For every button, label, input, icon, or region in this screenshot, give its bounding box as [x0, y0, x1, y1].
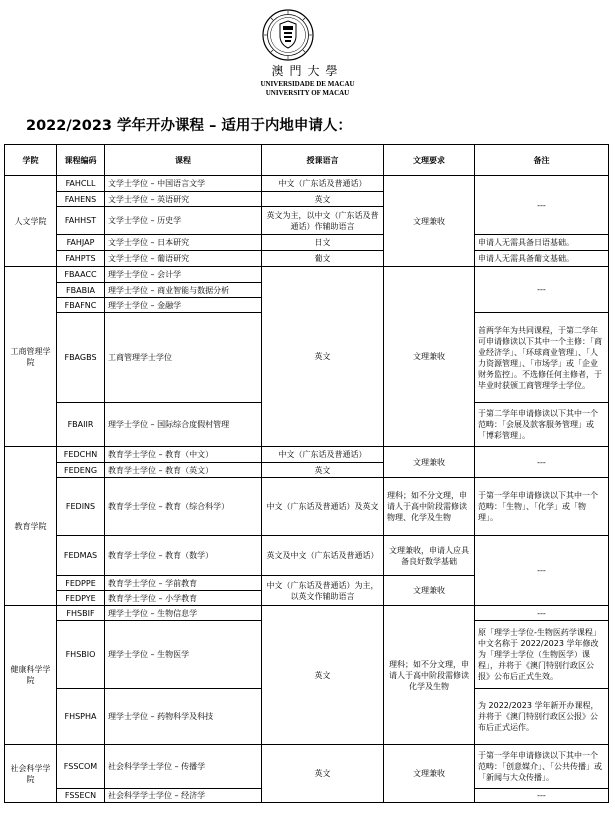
course-name: 文学士学位 – 日本研究: [105, 235, 262, 251]
requirement-cell: 文理兼收: [384, 176, 475, 267]
university-name-chinese: 澳門大學: [271, 64, 344, 78]
course-name: 教育学士学位 – 教育（综合科学）: [105, 478, 262, 536]
course-name: 理学士学位 – 国际综合度假村管理: [105, 403, 262, 447]
column-header-code: 课程编码: [57, 145, 105, 176]
course-name: 文学士学位 – 历史学: [105, 207, 262, 235]
table-row: [5, 251, 609, 267]
course-code: FSSCOM: [57, 745, 105, 789]
course-code: FSSECN: [57, 789, 105, 803]
remark-cell: ---: [475, 176, 609, 235]
course-code: FAHJAP: [57, 235, 105, 251]
course-code: FEDPPE: [57, 576, 105, 591]
faculty-cell: 人文学院: [5, 176, 57, 267]
course-code: FHSBIF: [57, 606, 105, 621]
table-row: [5, 478, 609, 536]
table-row: [5, 267, 609, 283]
faculty-cell: 健康科学学院: [5, 606, 57, 745]
course-name: 教育学士学位 – 教育（中文）: [105, 447, 262, 463]
faculty-cell: 工商管理学院: [5, 267, 57, 447]
faculty-cell: 社会科学学院: [5, 745, 57, 803]
course-name: 工商管理学士学位: [105, 313, 262, 403]
course-name: 社会科学学士学位 – 传播学: [105, 745, 262, 789]
remark-cell: ---: [475, 267, 609, 313]
course-name: 理学士学位 – 商业智能与数据分析: [105, 283, 262, 298]
course-code: FEDMAS: [57, 536, 105, 576]
requirement-cell: 理科；如不分文理，申请人于高中阶段需修读物理、化学及生物: [384, 478, 475, 536]
table-row: [5, 176, 609, 192]
course-code: FAHCLL: [57, 176, 105, 192]
course-code: FAHPTS: [57, 251, 105, 267]
course-code: FAHENS: [57, 192, 105, 207]
language-cell: 英文为主，以中文（广东话及普通话）作辅助语言: [262, 207, 384, 235]
column-header-course: 课程: [105, 145, 262, 176]
table-row: [5, 536, 609, 576]
remark-cell: ---: [475, 789, 609, 803]
course-code: FAHHST: [57, 207, 105, 235]
remark-cell: ---: [475, 536, 609, 606]
course-code: FEDPYE: [57, 591, 105, 606]
table-row: [5, 235, 609, 251]
university-name-portuguese: UNIVERSIDADE DE MACAU: [260, 80, 355, 88]
table-header-row: [5, 145, 609, 176]
remark-cell: 于第一学年申请修读以下其中一个范畴：「生物」、「化学」或「物理」。: [475, 478, 609, 536]
remark-cell: 首两学年为共同课程，于第二学年可申请修读以下其中一个主修：「商业经济学」、「环球商业管理」、「人力资源管理」、「市场学」或「企业财务监控」。不选修任何主修者，于毕业时获颁工商管理学士学位。: [475, 313, 609, 403]
language-cell: 英文: [262, 745, 384, 803]
table-row: [5, 745, 609, 789]
table-row: [5, 606, 609, 621]
course-code: FBAFNC: [57, 298, 105, 313]
course-name: 理学士学位 – 生物医学: [105, 621, 262, 689]
column-header-language: 授课语言: [262, 145, 384, 176]
language-cell: 中文（广东话及普通话）及英文: [262, 478, 384, 536]
column-header-remarks: 备注: [475, 145, 609, 176]
course-code: FHSBIO: [57, 621, 105, 689]
remark-cell: ---: [475, 447, 609, 478]
remark-cell: 申请人无需具备葡文基础。: [475, 251, 609, 267]
column-header-requirement: 文理要求: [384, 145, 475, 176]
course-name: 教育学士学位 – 小学教育: [105, 591, 262, 606]
faculty-cell: 教育学院: [5, 447, 57, 606]
course-name: 社会科学学士学位 – 经济学: [105, 789, 262, 803]
course-code: FBAACC: [57, 267, 105, 283]
language-cell: 英文: [262, 192, 384, 207]
language-cell: 英文: [262, 463, 384, 478]
table-row: [5, 447, 609, 463]
language-cell: 中文（广东话及普通话）: [262, 176, 384, 192]
course-name: 理学士学位 – 药物科学及科技: [105, 689, 262, 745]
language-cell: 英文: [262, 267, 384, 447]
course-code: FEDINS: [57, 478, 105, 536]
course-name: 理学士学位 – 会计学: [105, 267, 262, 283]
language-cell: 中文（广东话及普通话）: [262, 447, 384, 463]
course-code: FHSPHA: [57, 689, 105, 745]
course-name: 教育学士学位 – 教育（英文）: [105, 463, 262, 478]
column-header-faculty: 学院: [5, 145, 57, 176]
requirement-cell: 文理兼收: [384, 576, 475, 606]
university-name-english: UNIVERSITY OF MACAU: [265, 89, 350, 97]
remark-cell: ---: [475, 606, 609, 621]
requirement-cell: 文理兼收: [384, 267, 475, 447]
requirement-cell: 文理兼收: [384, 745, 475, 803]
course-name: 文学士学位 – 葡语研究: [105, 251, 262, 267]
course-name: 理学士学位 – 生物信息学: [105, 606, 262, 621]
language-cell: 中文（广东话及普通话）为主，以英文作辅助语言: [262, 576, 384, 606]
course-code: FEDENG: [57, 463, 105, 478]
remark-cell: 为 2022/2023 学年新开办课程，并将于《澳门特别行政区公报》公布后正式运作。: [475, 689, 609, 745]
language-cell: 葡文: [262, 251, 384, 267]
course-name: 教育学士学位 – 学前教育: [105, 576, 262, 591]
course-name: 理学士学位 – 金融学: [105, 298, 262, 313]
course-name: 教育学士学位 – 教育（数学）: [105, 536, 262, 576]
requirement-cell: 文理兼收，申请人应具备良好数学基础: [384, 536, 475, 576]
course-name: 文学士学位 – 中国语言文学: [105, 176, 262, 192]
remark-cell: 原「理学士学位-生物医药学课程」中文名称于 2022/2023 学年修改为「理学士学位（生物医学）课程」，并将于《澳门特别行政区公报》公布后正式生效。: [475, 621, 609, 689]
language-cell: 英文: [262, 606, 384, 745]
course-code: FBABIA: [57, 283, 105, 298]
remark-cell: 于第一学年申请修读以下其中一个范畴：「创意媒介」、「公共传播」或「新闻与大众传播」。: [475, 745, 609, 789]
requirement-cell: 文理兼收: [384, 447, 475, 478]
remark-cell: 于第二学年申请修读以下其中一个范畴：「会展及款客服务管理」或「博彩管理」。: [475, 403, 609, 447]
language-cell: 日文: [262, 235, 384, 251]
course-name: 文学士学位 – 英语研究: [105, 192, 262, 207]
remark-cell: 申请人无需具备日语基础。: [475, 235, 609, 251]
document-title: 2022/2023 学年开办课程 – 适用于内地申请人：: [26, 118, 352, 134]
course-code: FEDCHN: [57, 447, 105, 463]
course-code: FBAIIR: [57, 403, 105, 447]
language-cell: 英文及中文（广东话及普通话）: [262, 536, 384, 576]
university-seal-logo: [262, 8, 314, 62]
course-code: FBAGBS: [57, 313, 105, 403]
requirement-cell: 理科；如不分文理，申请人于高中阶段需修读化学及生物: [384, 606, 475, 745]
course-table: [4, 144, 609, 803]
